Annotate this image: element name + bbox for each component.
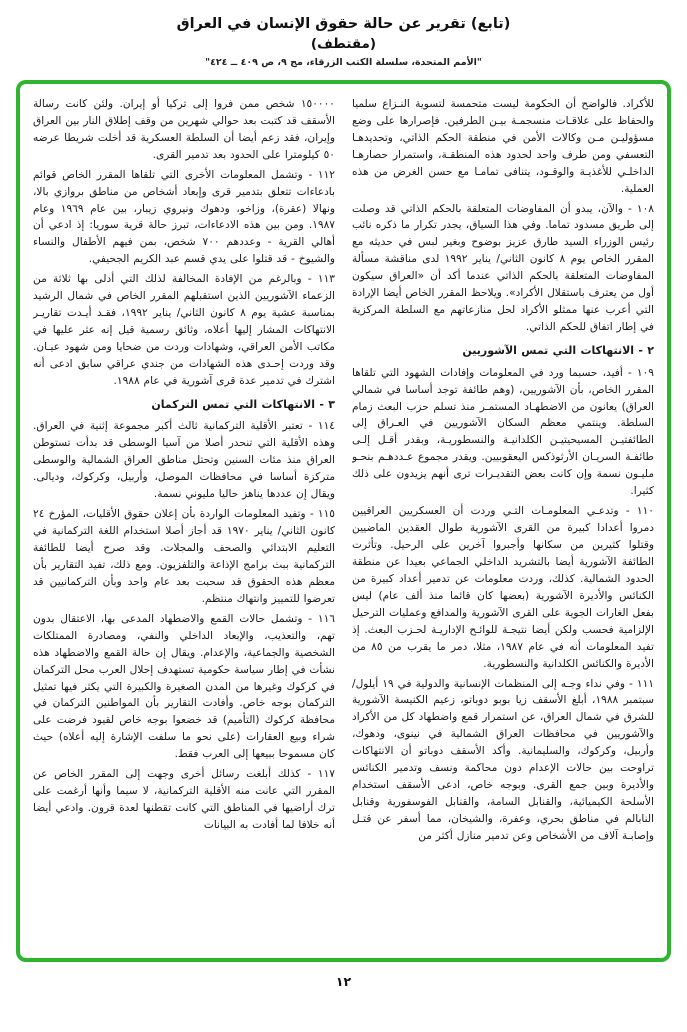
paragraph: ١١٤ - تعتبر الأقلية التركمانية ثالث أكبر مجموعة إثنية في العراق. وهذه الأقلية التي تنحدر أصلا من آسيا الوسطى قد بدأت تستوطن العراق منذ مئات السنين وتحتل مناطق العراق الشمالية والوسطى متركزة أساسا في محافظات الموصل، وأربيل، وكركوك، وديالى. ويقال إن عددها يناهز حاليا مليوني نسمة. [33,420,335,501]
paragraph: ١١١ - وفي نداء وجـه إلى المنظمات الإنسانية والدولية في ١٩ أيلول/ سبتمبر ١٩٨٨، أبلغ الأسقف زيا بوبو دوباتو، زعيم الكنيسة الآشورية للشرق في شمال العراق، عن استمرار قمع واضطهاد كل من الأكراد والآشوريين في محافظات العراق الشمالية في نينوى، ودهوك، وأربيل، وكركوك، والسليمانية. وأكد الأسقف دوباتو أن الانتهاكات تراوحت بين حالات الإعدام دون محاكمة ونسف وتدمير الكنائس والأديرة وبين جمع القرى. وبوجه خاص، ادعى الأسقف استخدام الأسلحة الكيميائية، والقنابل السامة، والقنابل الفوسفورية وقنابل النابالم في مناطق بحري، وعفرة، والشيخان، مما أسفر عن قتـل وإصابـة آلاف من الأشخاص وعن تدمير منازل أكثر من [352,677,654,842]
section-heading: ٣ - الانتهاكات التي تمس التركمان [151,397,335,411]
document-subtitle: (مقتطف) [310,36,377,53]
document-title: (تابع) تقرير عن حالة حقوق الإنسان في العراق [176,16,511,32]
page-footer [0,971,687,990]
paragraph: ١١٣ - وبالرغم من الإفادة المخالفة لذلك التي أدلى بها ثلاثة من الزعماء الآشوريين الذين استقبلهم المقرر الخاص في شمال الرشيد بمناسبة عشية يوم ٨ كانون الثاني/ يناير ١٩٩٢، فقـد أيـدت تقاريـر الانتهاكات المشار إليها أعلاه، وثائق رسمية قيل إنه عثر عليها في مكاتب الأمن العراقي، وشهادات وردت من ضحايا ومن شهود عيـان. وقد وردت إحـدى هذه الشهادات من جندي عراقي سابق ادعى أنه اشترك في تدمير عدة قرى آشورية في عام ١٩٨٨. [33,273,335,387]
paragraph: ١١٠ - وتدعـي المعلومـات التـي وردت أن العسكريين العراقيين دمروا أعدادا كبيرة من القرى الآشورية طوال العقدين الماضيين وقتلوا كثيرين من سكانها وأجبروا آخرين على الرحيل. وتأثرت الطائفة الآشورية أيضا بالتشريد الداخلي الجماعي بعيدا عن منطقة الحدود الشمالية. كذلك، وردت معلومات عن تدمير أعداد كبيرة من الكنائس والأديرة الآشورية (بعضها كان قائما منذ ألف عام) ليس بفعل الغارات الجوية على القرى الآشورية والمدافع وعمليات الترحيل الإلزامية فحسب ولكن أيضا نتيجـة للوائـح الإداريـة لحـزب البعث. إذ تفيد المعلومات أنه في عام ١٩٨٧، مثلا، دمر ما يقرب من ٨٥ من الأديرة والكنائس الكلدانية والنسطورية. [352,505,654,670]
paragraph: ١٠٨ - والآن، يبدو أن المفاوضات المتعلقة بالحكم الذاتي قد وصلت إلى طريق مسدود تماما. وفي هذا السياق، يجدر تكرار ما ذكره نائب رئيس الوزراء السيد طارق عزيز بوضوح وبغير لبس في حديثه مع المقرر الخاص يوم ٨ كانون الثاني/ يناير ١٩٩٢ لدى مناقشة مسألة المفاوضات المتعلقة بالحكم الذاتي عندما أكد أن «العراق سيكون أول من يعترف باستقلال الأكراد». ويلاحظ المقرر الخاص أيضا الإرادة التي أعرب عنها ممثلو الأكراد لحل منازعاتهم مع السلطة المركزية في إطار اتفاق للحكم الذاتي. [352,202,654,334]
page-number: ١٢ [335,973,352,989]
content-border-box [16,80,671,962]
paragraph: ١١٧ - كذلك أبلغت رسائل أخرى وجهت إلى المقرر الخاص عن المقرر التي عانت منه الأقلية التركمانية، لا سيما وأنها أرغمت على ترك أراضيها في المناطق التي كانت تقطنها لعدة قرون. وادعي أيضا أنه خلافا لما أفادت به البيانات [33,768,335,831]
column-left [33,96,335,948]
paragraph: ١٥٠٠٠٠ شخص ممن فروا إلى تركيا أو إيران. ولئن كانت رسالة الأسقف قد كتبت بعد حوالي شهرين من وقف إطلاق النار بين العراق وإيران، فقد زعم أيضا أن السلطة العسكرية قد أخلت شريطا عرضه ٥٠ كيلومترا على الحدود بعد تدمير القرى. [33,97,335,161]
paragraph: للأكراد. فالواضح أن الحكومة ليست متحمسة لتسوية النـزاع سلميا والحفاظ على علاقـات منسجمـة بيـن الطرفين. فإصرارها على وضع مسؤوليـن مـن وكالات الأمن في منطقة الحكم الذاتي، وتحديدهـا التعسفي ومن طرف واحد لحدود هذه المنطقـة، واستمرار حصارهـا الداخلـي للأغذيـة والوقـود، يتنافى تمامـا مع حسن الغرض من هذه العملية. [352,97,654,195]
document-source-line: "الأمم المتحدة، سلسلة الكتب الزرقاء، مج ٩، ص ٤٠٩ ــ ٤٢٤" [205,56,482,68]
section-heading: ٢ - الانتهاكات التي تمس الآشوريين [462,344,654,358]
paragraph: ١١٦ - وتشمل حالات القمع والاضطهاد المدعى بها، الاعتقال بدون تهم، والتعذيب، والإبعاد الداخلي والنفي، ومصادرة الممتلكات الشخصية والجماعية، والإعدام. ويقال إن حالة القمع والاضطهاد هذه نشأت في إطار سياسة حكومية تستهدف إحلال العرب محل التركمان في كركوك وغيرها من المدن الصغيرة والكبيرة التي يكثر فيها تمثيل التركمان بوجه خاص. وأفادت التقارير بأن المواطنين التركمان في محافظة كركوك (التأميم) قد خضعوا بوجه خاص لقيود فرضت على شراء وبيع العقارات (على نحو ما سلفت الإشارة إليه أعلاه) حيث كان مسموحا ببيعها إلى العرب فقط. [33,612,335,761]
paragraph: ١١٥ - وتفيد المعلومات الواردة بأن إعلان حقوق الأقليات، المؤرخ ٢٤ كانون الثاني/ يناير ١٩٧٠ قد أجاز أصلا استخدام اللغة التركمانية في التعليم الابتدائي والصحف والمجلات. وقد صرح أيضا للطائفة التركمانية ببث برامج الإذاعة والتلفزيون. ومع ذلك، تفيد التقارير بأن معظم هذه الحقوق قد سحبت بعد عام واحد وبأن التركمانيين قد تعرضوا للتمييز وانتهاك منتظم. [33,508,335,605]
paragraph: ١٠٩ - أفيد، حسبما ورد في المعلومات وإفادات الشهود التي تلقاها المقرر الخاص، بأن الآشوريين، (وهم طائفة توجد أساسا في شمالي العراق) يعانون من الاضطهـاد المستمـر منذ تسلم حزب البعث زمام السلطة. وينتمي معظم السكان الآشوريين في العـراق إلى الطائفتيـن المسيحيتيـن الكلدانيـة والنسطوريـة، وبقدر أقـل إلـى طائفـة السريـان الأرثوذكس اليعقوبيين. ويقدر مجموع عـددهـم بنحـو مليـون نسمة وإن كانت بعض التقديـرات ترى أنهم يزيدون على ذلك كثيرا. [352,366,654,498]
column-right [352,96,654,948]
paragraph: ١١٢ - وتشمل المعلومات الأخرى التي تلقاها المقرر الخاص قوائم بادعاءات تتعلق بتدمير قرى وإبعاد أشخاص من مناطق بروازي بالا، ونهالا (عقرة)، وزاخو، ودهوك ونيروي زيبار، بين عام ١٩٦٩ وعام ١٩٨٧. ومن بين هذه الادعاءات، تبرز حالة قرية سوريا: إذ ادعي أن أهالي القرية - وعددهم ٧٠٠ شخص، بمن فيهم الأطفال والنساء والشيوخ - قد قتلوا على يدي قسم عبد الكريم الجحيفي. [33,168,335,266]
two-column-layout [33,96,654,948]
document-header [0,0,687,68]
